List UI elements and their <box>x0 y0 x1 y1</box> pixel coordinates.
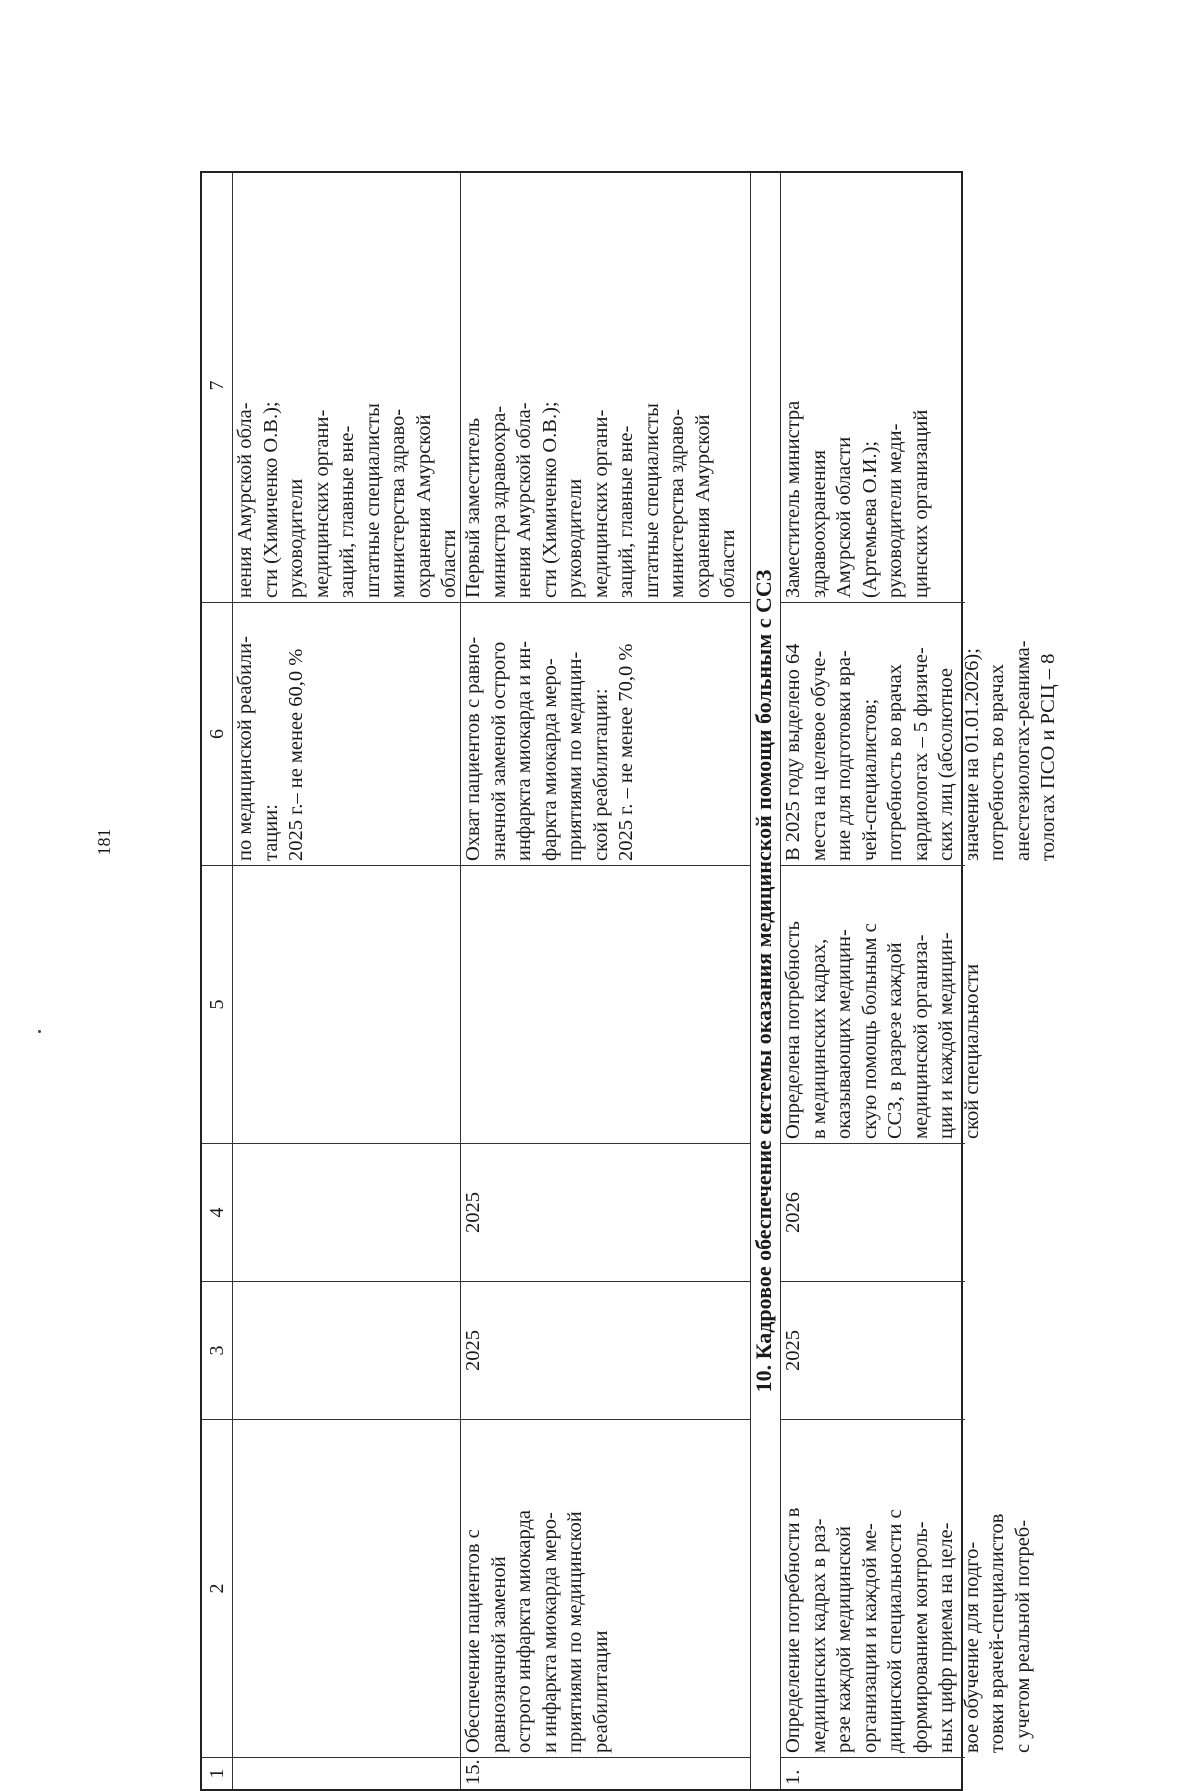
end-year-cell: 2025 <box>460 1143 750 1281</box>
result-cell: Определена потребность в медицинских кадрах, оказывающих медицин- скую помощь больным с ССЗ, в разрезе каждой медицинской организа- ции и каждой медицин- ской специальности <box>780 865 965 1143</box>
row-number-cell: 1. <box>780 1757 965 1789</box>
table-header-row <box>202 173 232 1789</box>
end-year-cell: 2026 <box>780 1143 965 1281</box>
row-number-cell <box>232 1757 460 1789</box>
header-col-2: 2 <box>202 1419 232 1757</box>
event-cell <box>232 1419 460 1757</box>
table-row <box>232 173 460 1789</box>
result-cell <box>232 865 460 1143</box>
measures-table <box>200 171 1059 1791</box>
indicator-cell: Охват пациентов с равно- значной заменой острого инфаркта миокарда и ин- фаркта миокарда меро- приятиями по медицин- ской реабилитации: 2025 г. – не менее 70,0 % <box>460 602 750 865</box>
header-col-4: 4 <box>202 1143 232 1281</box>
responsible-cell: нения Амурской обла- сти (Химиченко О.В.); руководители медицинских органи- заций, главные вне- штатные специалисты министерства здраво- охранения Амурской области <box>234 401 460 598</box>
start-year-cell: 2025 <box>780 1281 965 1419</box>
event-cell: Обеспечение пациентов с равнозначной заменой острого инфаркта миокарда и инфаркта миокарда меро- приятиями по медицинской реабилитации <box>460 1419 750 1757</box>
indicator-cell: В 2025 году выделено 64 места на целевое обуче- ние для подготовки вра- чей-специалистов; потребность во врачах кардиологах – 5 физиче- ских лиц (абсолютное значение на 01.01.2026); потребность во врачах анестезиологах-реанима- тологах ПСО и РСЦ – 8 <box>780 602 965 865</box>
end-year-cell <box>232 1143 460 1281</box>
scan-speck <box>38 1030 41 1033</box>
start-year-cell: 2025 <box>460 1281 750 1419</box>
row-number-cell: 15. <box>460 1757 750 1789</box>
responsible-cell: Первый заместитель министра здравоохра- нения Амурской обла- сти (Химиченко О.В.); руководители медицинских органи- заций, главные вне- штатные специалисты министерства здраво- охранения Амурской области <box>462 401 739 598</box>
header-col-5: 5 <box>202 865 232 1143</box>
rotated-table-sheet <box>200 171 1059 1791</box>
table-row <box>460 173 750 1789</box>
section-title: 10. Кадровое обеспечение системы оказания медицинской помощи больным с ССЗ <box>751 569 776 1393</box>
header-col-6: 6 <box>202 602 232 865</box>
indicator-cell: по медицинской реабили- тации: 2025 г.– не менее 60,0 % <box>232 602 460 865</box>
header-col-7: 7 <box>206 380 228 391</box>
page-number: 181 <box>94 828 114 856</box>
header-col-3: 3 <box>202 1281 232 1419</box>
header-col-1: 1 <box>202 1757 232 1789</box>
responsible-cell: Заместитель министра здравоохранения Амурской области (Артемьева О.И.); руководители меди- цинских организаций <box>782 400 932 598</box>
result-cell <box>460 865 750 1143</box>
table-row <box>780 173 1059 1789</box>
start-year-cell <box>232 1281 460 1419</box>
event-cell: Определение потребности в медицинских кадрах в раз- резе каждой медицинской организации и каждой ме- дицинской специальности с формированием контроль- ных цифр приема на целе- вое обучение для подго- товки врачей-специалистов с учетом реальной потреб- <box>780 1419 965 1757</box>
